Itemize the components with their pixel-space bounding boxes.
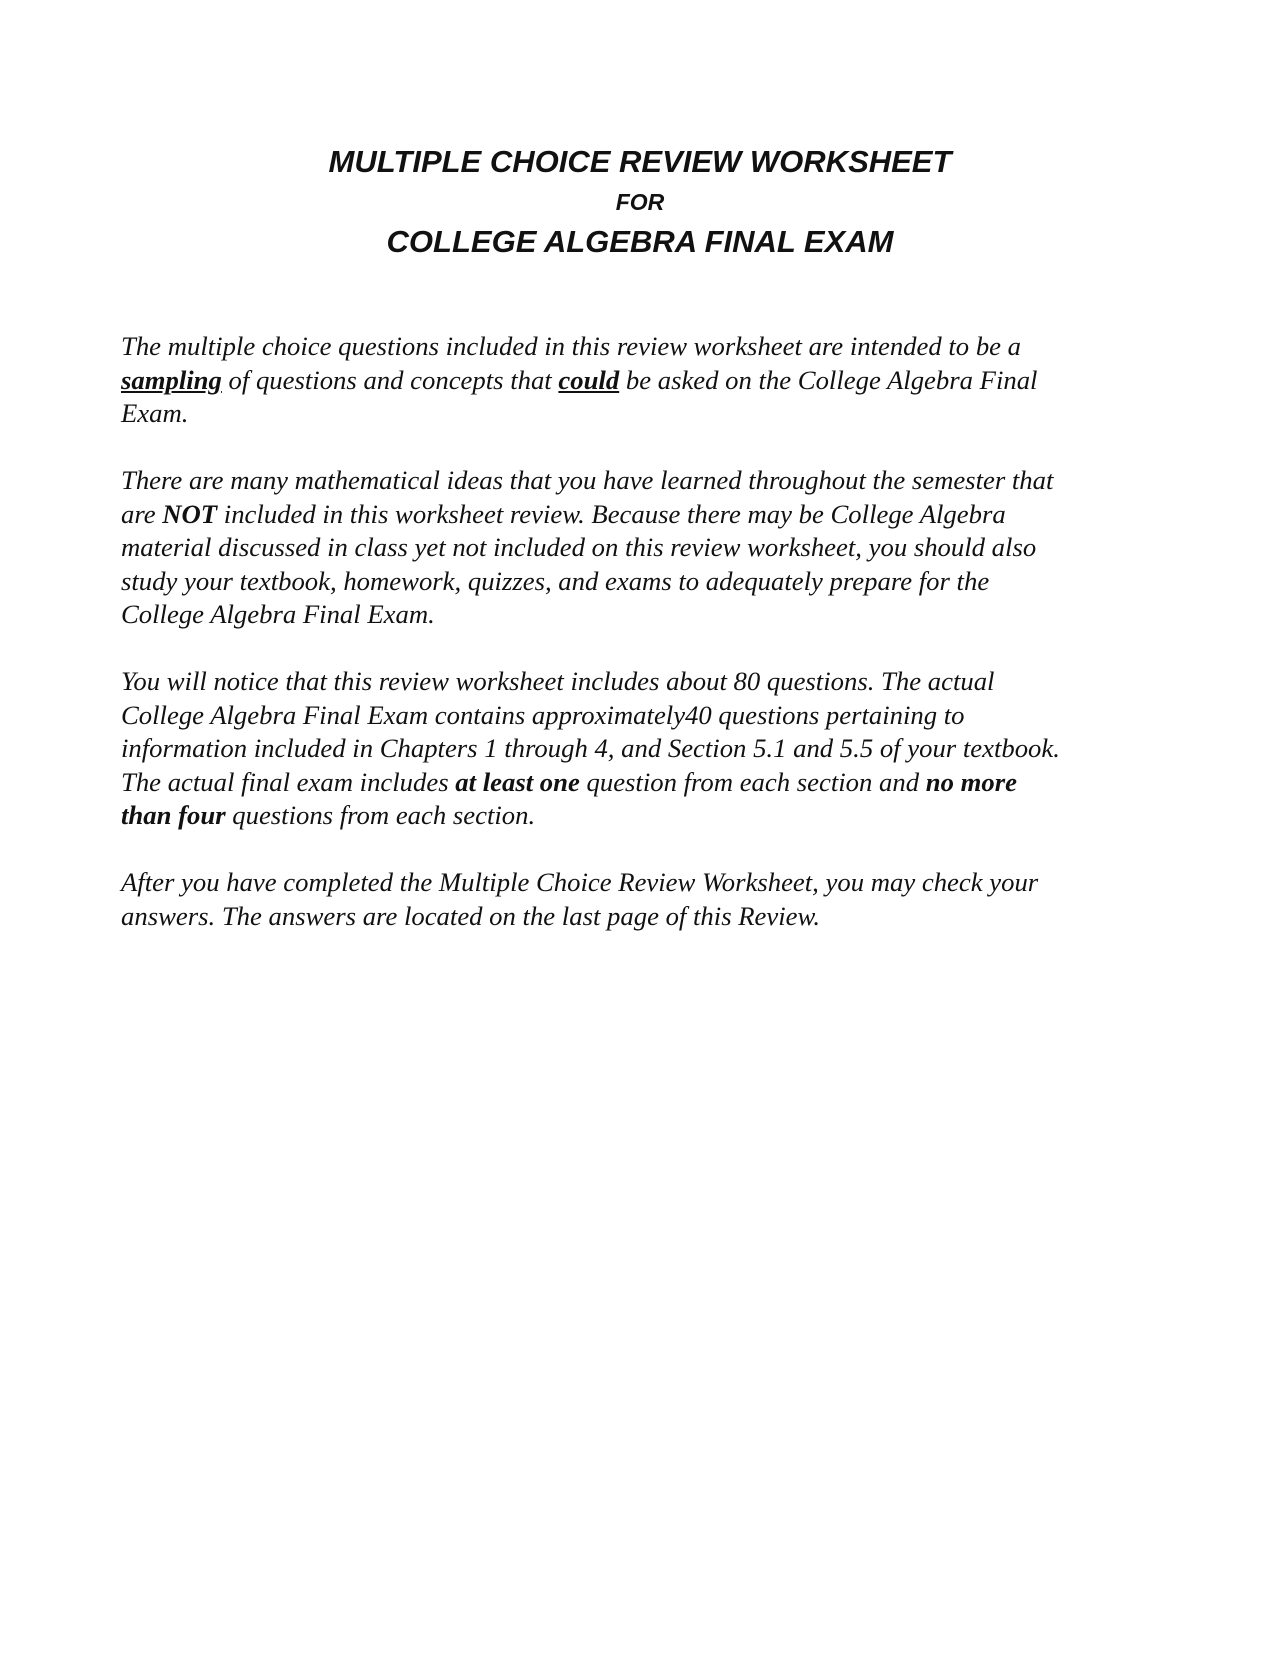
exam-line-4-text-b: question from each section and [579, 766, 926, 797]
coverage-line-2-text-b: included in this worksheet review. Because there may be College Algebra [217, 498, 1006, 529]
intro-line-1: The multiple choice questions included in this review worksheet are intended to be a [121, 331, 1022, 361]
exam-line-3: information included in Chapters 1 through 4, and Section 5.1 and 5.5 of your textbook. [121, 733, 1060, 763]
emphasis-at-least-one: at least one [455, 766, 580, 797]
exam-line-4 [121, 766, 1171, 800]
intro-line-2-text-b: be asked on the College Algebra Final [619, 364, 1038, 395]
worksheet-title [0, 142, 1280, 262]
emphasis-could: could [558, 364, 620, 395]
exam-line-5-text: questions from each section. [225, 800, 536, 830]
title-line-2: FOR [615, 189, 665, 215]
exam-line-4-text-a: The actual final exam includes [121, 766, 456, 797]
intro-paragraph [121, 330, 1171, 431]
title-line-3: COLLEGE ALGEBRA FINAL EXAM [386, 224, 894, 259]
emphasis-no-more: no more [925, 766, 1017, 797]
coverage-paragraph [121, 464, 1171, 632]
intro-line-2 [121, 364, 1171, 398]
title-line-1: MULTIPLE CHOICE REVIEW WORKSHEET [328, 144, 952, 179]
emphasis-than-four: than four [121, 800, 226, 830]
answers-paragraph [121, 866, 1171, 933]
answers-line-2: answers. The answers are located on the last page of this Review. [121, 900, 820, 931]
coverage-line-2-text-a: are [121, 498, 163, 529]
coverage-line-3: material discussed in class yet not included on this review worksheet, you should also [121, 532, 1037, 562]
exam-details-paragraph [121, 665, 1171, 833]
emphasis-sampling: sampling [121, 364, 222, 395]
exam-line-2: College Algebra Final Exam contains approximately40 questions pertaining to [121, 699, 965, 730]
instructions-body [121, 330, 1171, 967]
intro-line-2-text-a: of questions and concepts that [221, 364, 559, 395]
exam-line-5 [121, 799, 1171, 833]
intro-line-3: Exam. [121, 398, 189, 428]
coverage-line-2 [121, 498, 1171, 532]
exam-line-1: You will notice that this review worksheet includes about 80 questions. The actual [121, 666, 995, 696]
coverage-line-4: study your textbook, homework, quizzes, and exams to adequately prepare for the [121, 565, 990, 596]
emphasis-not: NOT [162, 498, 218, 529]
coverage-line-1: There are many mathematical ideas that you have learned throughout the semester that [121, 465, 1054, 495]
coverage-line-5: College Algebra Final Exam. [121, 599, 435, 629]
answers-line-1: After you have completed the Multiple Choice Review Worksheet, you may check your [121, 867, 1039, 897]
